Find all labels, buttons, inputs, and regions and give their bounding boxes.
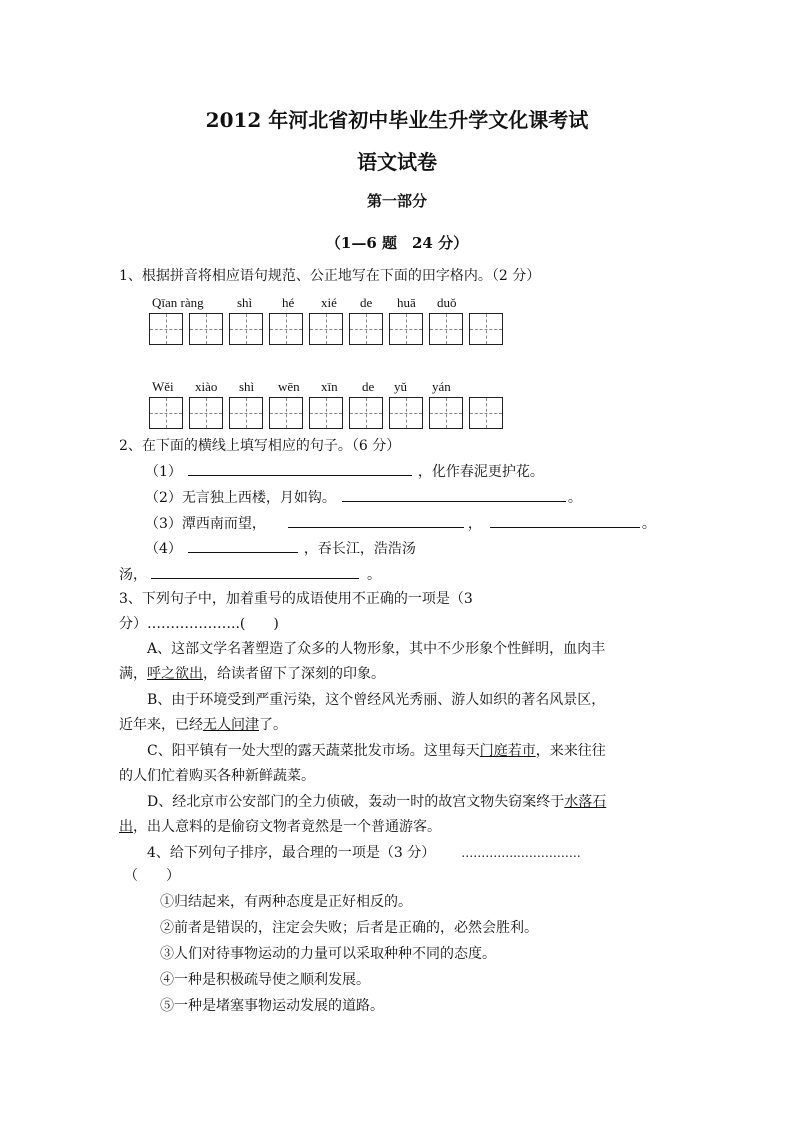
answer-blank[interactable] <box>342 487 566 502</box>
answer-blank[interactable] <box>490 513 640 528</box>
q2-stem: 2、在下面的横线上填写相应的句子。（6 分） <box>119 438 401 454</box>
idiom: 无人问津 <box>203 717 259 733</box>
text: 4、给下列句子排序，最合理的一项是（3 分） <box>147 845 436 861</box>
item-text: ，吞长江，浩浩汤 <box>303 541 416 557</box>
item-text: 。 <box>567 490 582 506</box>
q2-item-4-cont <box>119 564 381 585</box>
pinyin-syllable: xiào <box>195 379 218 394</box>
item-text: 汤， <box>119 567 147 583</box>
idiom: 出 <box>119 819 133 835</box>
pinyin-syllable: yán <box>432 379 451 394</box>
pinyin-syllable: hé <box>282 295 295 310</box>
q4-sentence-3: ③人们对待事物运动的力量可以采取种种不同的态度。 <box>160 946 496 962</box>
text: 满， <box>119 666 147 682</box>
q3-option-c-cont: 的人们忙着购买各种新鲜蔬菜。 <box>119 768 315 784</box>
text: D、经北京市公安部门的全力侦破，轰动一时的故宫文物失窃案终于 <box>147 794 565 810</box>
answer-blank[interactable] <box>188 461 412 476</box>
pinyin-syllable: shì <box>237 295 253 310</box>
grid-cell[interactable] <box>389 313 423 345</box>
grid-cell[interactable] <box>309 397 343 429</box>
q3-option-b-cont <box>119 715 287 735</box>
item-text: ，化作春泥更护花。 <box>417 464 544 480</box>
pinyin-syllable: yǔ <box>394 379 407 394</box>
tianzige-grid-2 <box>149 397 509 429</box>
grid-cell[interactable] <box>469 313 503 345</box>
q4-sentence-5: ⑤一种是堵塞事物运动发展的道路。 <box>160 998 384 1014</box>
pinyin-syllable: huā <box>397 295 416 310</box>
q3-option-a: A、这部文学名著塑造了众多的人物形象，其中不少形象个性鲜明，血肉丰 <box>147 641 606 657</box>
grid-cell[interactable] <box>229 397 263 429</box>
q3-option-c <box>147 741 606 761</box>
q3-option-a-cont <box>119 664 385 684</box>
pinyin-syllable: Wěi <box>152 379 174 394</box>
item-label: （4） <box>145 541 182 557</box>
grid-cell[interactable] <box>429 397 463 429</box>
answer-blank[interactable] <box>188 538 298 553</box>
pinyin-syllable: wēn <box>278 379 300 394</box>
q2-item-4 <box>145 538 416 559</box>
q3-option-b: B、由于环境受到严重污染，这个曾经风光秀丽、游人如织的著名风景区， <box>147 692 606 708</box>
grid-cell[interactable] <box>269 397 303 429</box>
exam-title: 2012 年河北省初中毕业生升学文化课考试 <box>205 108 589 132</box>
grid-cell[interactable] <box>309 313 343 345</box>
q3-option-d-cont <box>119 817 441 837</box>
tianzige-grid-1 <box>149 313 509 345</box>
q2-item-3 <box>145 513 656 534</box>
pinyin-syllable: xié <box>321 295 337 310</box>
q4-answer-paren: （ ） <box>124 868 180 884</box>
q3-stem-cont: 分）………………..( ) <box>119 616 279 632</box>
q1-stem: 1、根据拼音将相应语句规范、公正地写在下面的田字格内。（2 分） <box>119 268 541 284</box>
grid-cell[interactable] <box>189 313 223 345</box>
leader-dots: …………..……………. <box>461 846 581 860</box>
question-range: （1—6 题 24 分） <box>325 234 469 252</box>
grid-cell[interactable] <box>389 397 423 429</box>
grid-cell[interactable] <box>349 397 383 429</box>
idiom: 水落石 <box>564 794 607 810</box>
q3-option-d <box>147 792 606 812</box>
q3-stem: 3、下列句子中，加着重号的成语使用不正确的一项是（3 <box>119 591 473 607</box>
q2-item-2 <box>145 487 582 508</box>
text: ，出人意料的是偷窃文物者竟然是一个普通游客。 <box>133 819 441 835</box>
q4-sentence-4: ④一种是积极疏导使之顺利发展。 <box>160 972 370 988</box>
answer-blank[interactable] <box>288 513 464 528</box>
grid-cell[interactable] <box>189 397 223 429</box>
pinyin-syllable: Qīan ràng <box>152 295 204 310</box>
item-label: （1） <box>145 464 182 480</box>
text: C、阳平镇有一处大型的露天蔬菜批发市场。这里每天 <box>147 743 480 759</box>
part-heading: 第一部分 <box>366 192 427 210</box>
text: ，来来往往 <box>535 743 606 759</box>
q4-stem <box>147 843 581 863</box>
item-text: （3）潭西南而望， <box>145 516 266 532</box>
grid-cell[interactable] <box>429 313 463 345</box>
pinyin-syllable: de <box>362 379 375 394</box>
grid-cell[interactable] <box>349 313 383 345</box>
exam-subtitle: 语文试卷 <box>357 150 437 174</box>
answer-blank[interactable] <box>151 564 359 579</box>
item-text: 。 <box>641 516 656 532</box>
grid-cell[interactable] <box>469 397 503 429</box>
pinyin-syllable: de <box>360 295 373 310</box>
idiom: 门庭若市 <box>479 743 536 759</box>
text: 了。 <box>259 717 287 733</box>
pinyin-syllable: duǒ <box>437 295 457 310</box>
q4-sentence-2: ②前者是错误的，注定会失败；后者是正确的，必然会胜利。 <box>160 920 538 936</box>
pinyin-syllable: xīn <box>321 379 338 394</box>
item-text: 。 <box>367 567 381 583</box>
grid-cell[interactable] <box>229 313 263 345</box>
item-text: （2）无言独上西楼，月如钩。 <box>145 490 336 506</box>
grid-cell[interactable] <box>149 397 183 429</box>
grid-cell[interactable] <box>269 313 303 345</box>
idiom: 呼之欲出 <box>147 666 203 682</box>
text: ，给读者留下了深刻的印象。 <box>203 666 385 682</box>
pinyin-syllable: shì <box>239 379 255 394</box>
text: 近年来，已经 <box>119 717 203 733</box>
q4-sentence-1: ①归结起来，有两种态度是正好相反的。 <box>160 894 412 910</box>
q2-item-1 <box>145 461 544 482</box>
item-text: ， <box>467 516 482 532</box>
grid-cell[interactable] <box>149 313 183 345</box>
